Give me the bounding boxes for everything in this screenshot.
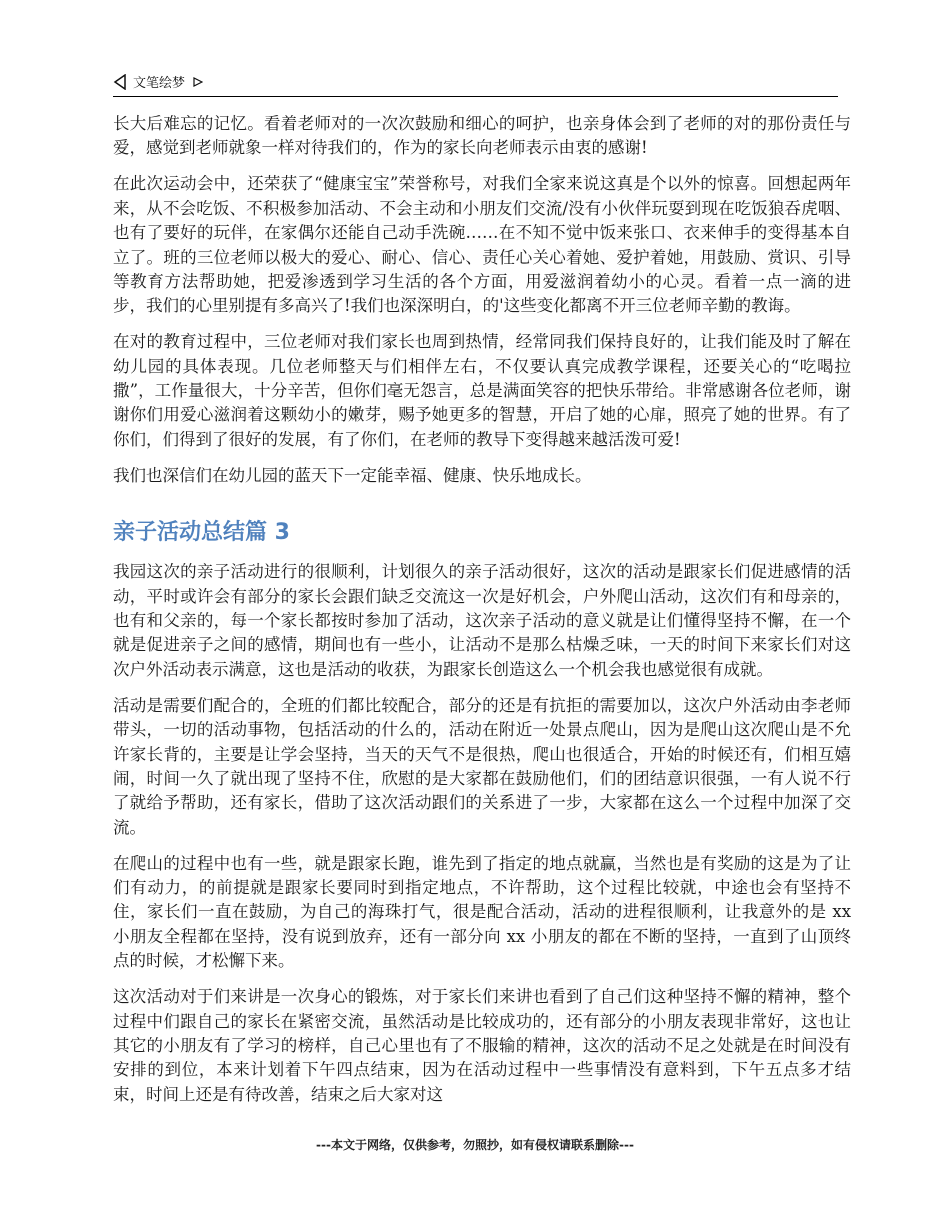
paragraph: 在爬山的过程中也有一些，就是跟家长跑，谁先到了指定的地点就赢，当然也是有奖励的这是为了让们有动力，的前提就是跟家长要同时到指定地点，不许帮助，这个过程比较就，中途也会有坚持不住，家长们一直在鼓励，为自己的海珠打气，很是配合活动，活动的进程很顺利，让我意外的是 xx 小朋友全程都在坚持，没有说到放弃，还有一部分向 xx 小朋友的都在不断的坚持，一直到了山顶终点的时候，才松懈下来。 xyxy=(113,853,851,971)
document-body xyxy=(113,112,851,1119)
paragraph: 活动是需要们配合的，全班的们都比较配合，部分的还是有抗拒的需要加以，这次户外活动由李老师带头，一切的活动事物，包括活动的什么的，活动在附近一处景点爬山，因为是爬山这次爬山是不允许家长背的，主要是让学会坚持，当天的天气不是很热，爬山也很适合，开始的时候还有，们相互嬉闹，时间一久了就出现了坚持不住，欣慰的是大家都在鼓励他们，们的团结意识很强，一有人说不行了就给予帮助，还有家长，借助了这次活动跟们的关系进了一步，大家都在这么一个过程中加深了交流。 xyxy=(113,695,851,837)
paragraph: 在对的教育过程中，三位老师对我们家长也周到热情，经常同我们保持良好的，让我们能及时了解在幼儿园的具体表现。几位老师整天与们相伴左右，不仅要认真完成教学课程，还要关心的“吃喝拉撒”，工作量很大，十分辛苦，但你们毫无怨言，总是满面笑容的把快乐带给。非常感谢各位老师，谢谢你们用爱心滋润着这颗幼小的嫩芽，赐予她更多的智慧，开启了她的心扉，照亮了她的世界。有了你们，们得到了很好的发展，有了你们，在老师的教导下变得越来越活泼可爱! xyxy=(113,332,851,449)
paragraph: 长大后难忘的记忆。看着老师对的一次次鼓励和细心的呵护，也亲身体会到了老师的对的那份责任与爱，感觉到老师就象一样对待我们的，作为的家长向老师表示由衷的感谢! xyxy=(113,114,851,158)
page-header xyxy=(113,70,838,97)
logo-text: 文笔绘梦 xyxy=(133,76,186,91)
triangle-right-icon xyxy=(193,77,203,87)
paragraph: 我园这次的亲子活动进行的很顺利，计划很久的亲子活动很好，这次的活动是跟家长们促进感情的活动，平时或许会有部分的家长会跟们缺乏交流这一次是好机会，户外爬山活动，这次们有和母亲的，也有和父亲的，每一个家长都按时参加了活动，这次亲子活动的意义就是让们懂得坚持不懈，在一个就是促进亲子之间的感情，期间也有一些小，让活动不是那么枯燥乏味，一天的时间下来家长们对这次户外活动表示满意，这也是活动的收获，为跟家长创造这么一个机会我也感觉很有成就。 xyxy=(113,562,851,679)
page-footer: ---本文于网络，仅供参考，勿照抄，如有侵权请联系删除--- xyxy=(316,1138,634,1152)
triangle-left-icon xyxy=(113,74,127,90)
logo xyxy=(113,72,203,91)
paragraph: 我们也深信们在幼儿园的蓝天下一定能幸福、健康、快乐地成长。 xyxy=(113,465,592,485)
section-title: 亲子活动总结篇 3 xyxy=(113,520,290,546)
paragraph: 这次活动对于们来讲是一次身心的锻炼，对于家长们来讲也看到了自己们这种坚持不懈的精神，整个过程中们跟自己的家长在紧密交流，虽然活动是比较成功的，还有部分的小朋友表现非常好，这也让其它的小朋友有了学习的榜样，自己心里也有了不服输的精神，这次的活动不足之处就是在时间没有安排的到位，本来计划着下午四点结束，因为在活动过程中一些事情没有意料到，下午五点多才结束，时间上还是有待改善，结束之后大家对这 xyxy=(113,987,851,1104)
paragraph: 在此次运动会中，还荣获了“健康宝宝”荣誉称号，对我们全家来说这真是个以外的惊喜。回想起两年来，从不会吃饭、不积极参加活动、不会主动和小朋友们交流/没有小伙伴玩耍到现在吃饭狼吞虎咽、也有了要好的玩伴，在家偶尔还能自己动手洗碗……在不知不觉中饭来张口、衣来伸手的变得基本自立了。班的三位老师以极大的爱心、耐心、信心、责任心关心着她、爱护着她，用鼓励、赏识、引导等教育方法帮助她，把爱渗透到学习生活的各个方面，用爱滋润着幼小的心灵。看着一点一滴的进步，我们的心里别提有多高兴了!我们也深深明白，的'这些变化都离不开三位老师辛勤的教诲。 xyxy=(113,174,851,316)
